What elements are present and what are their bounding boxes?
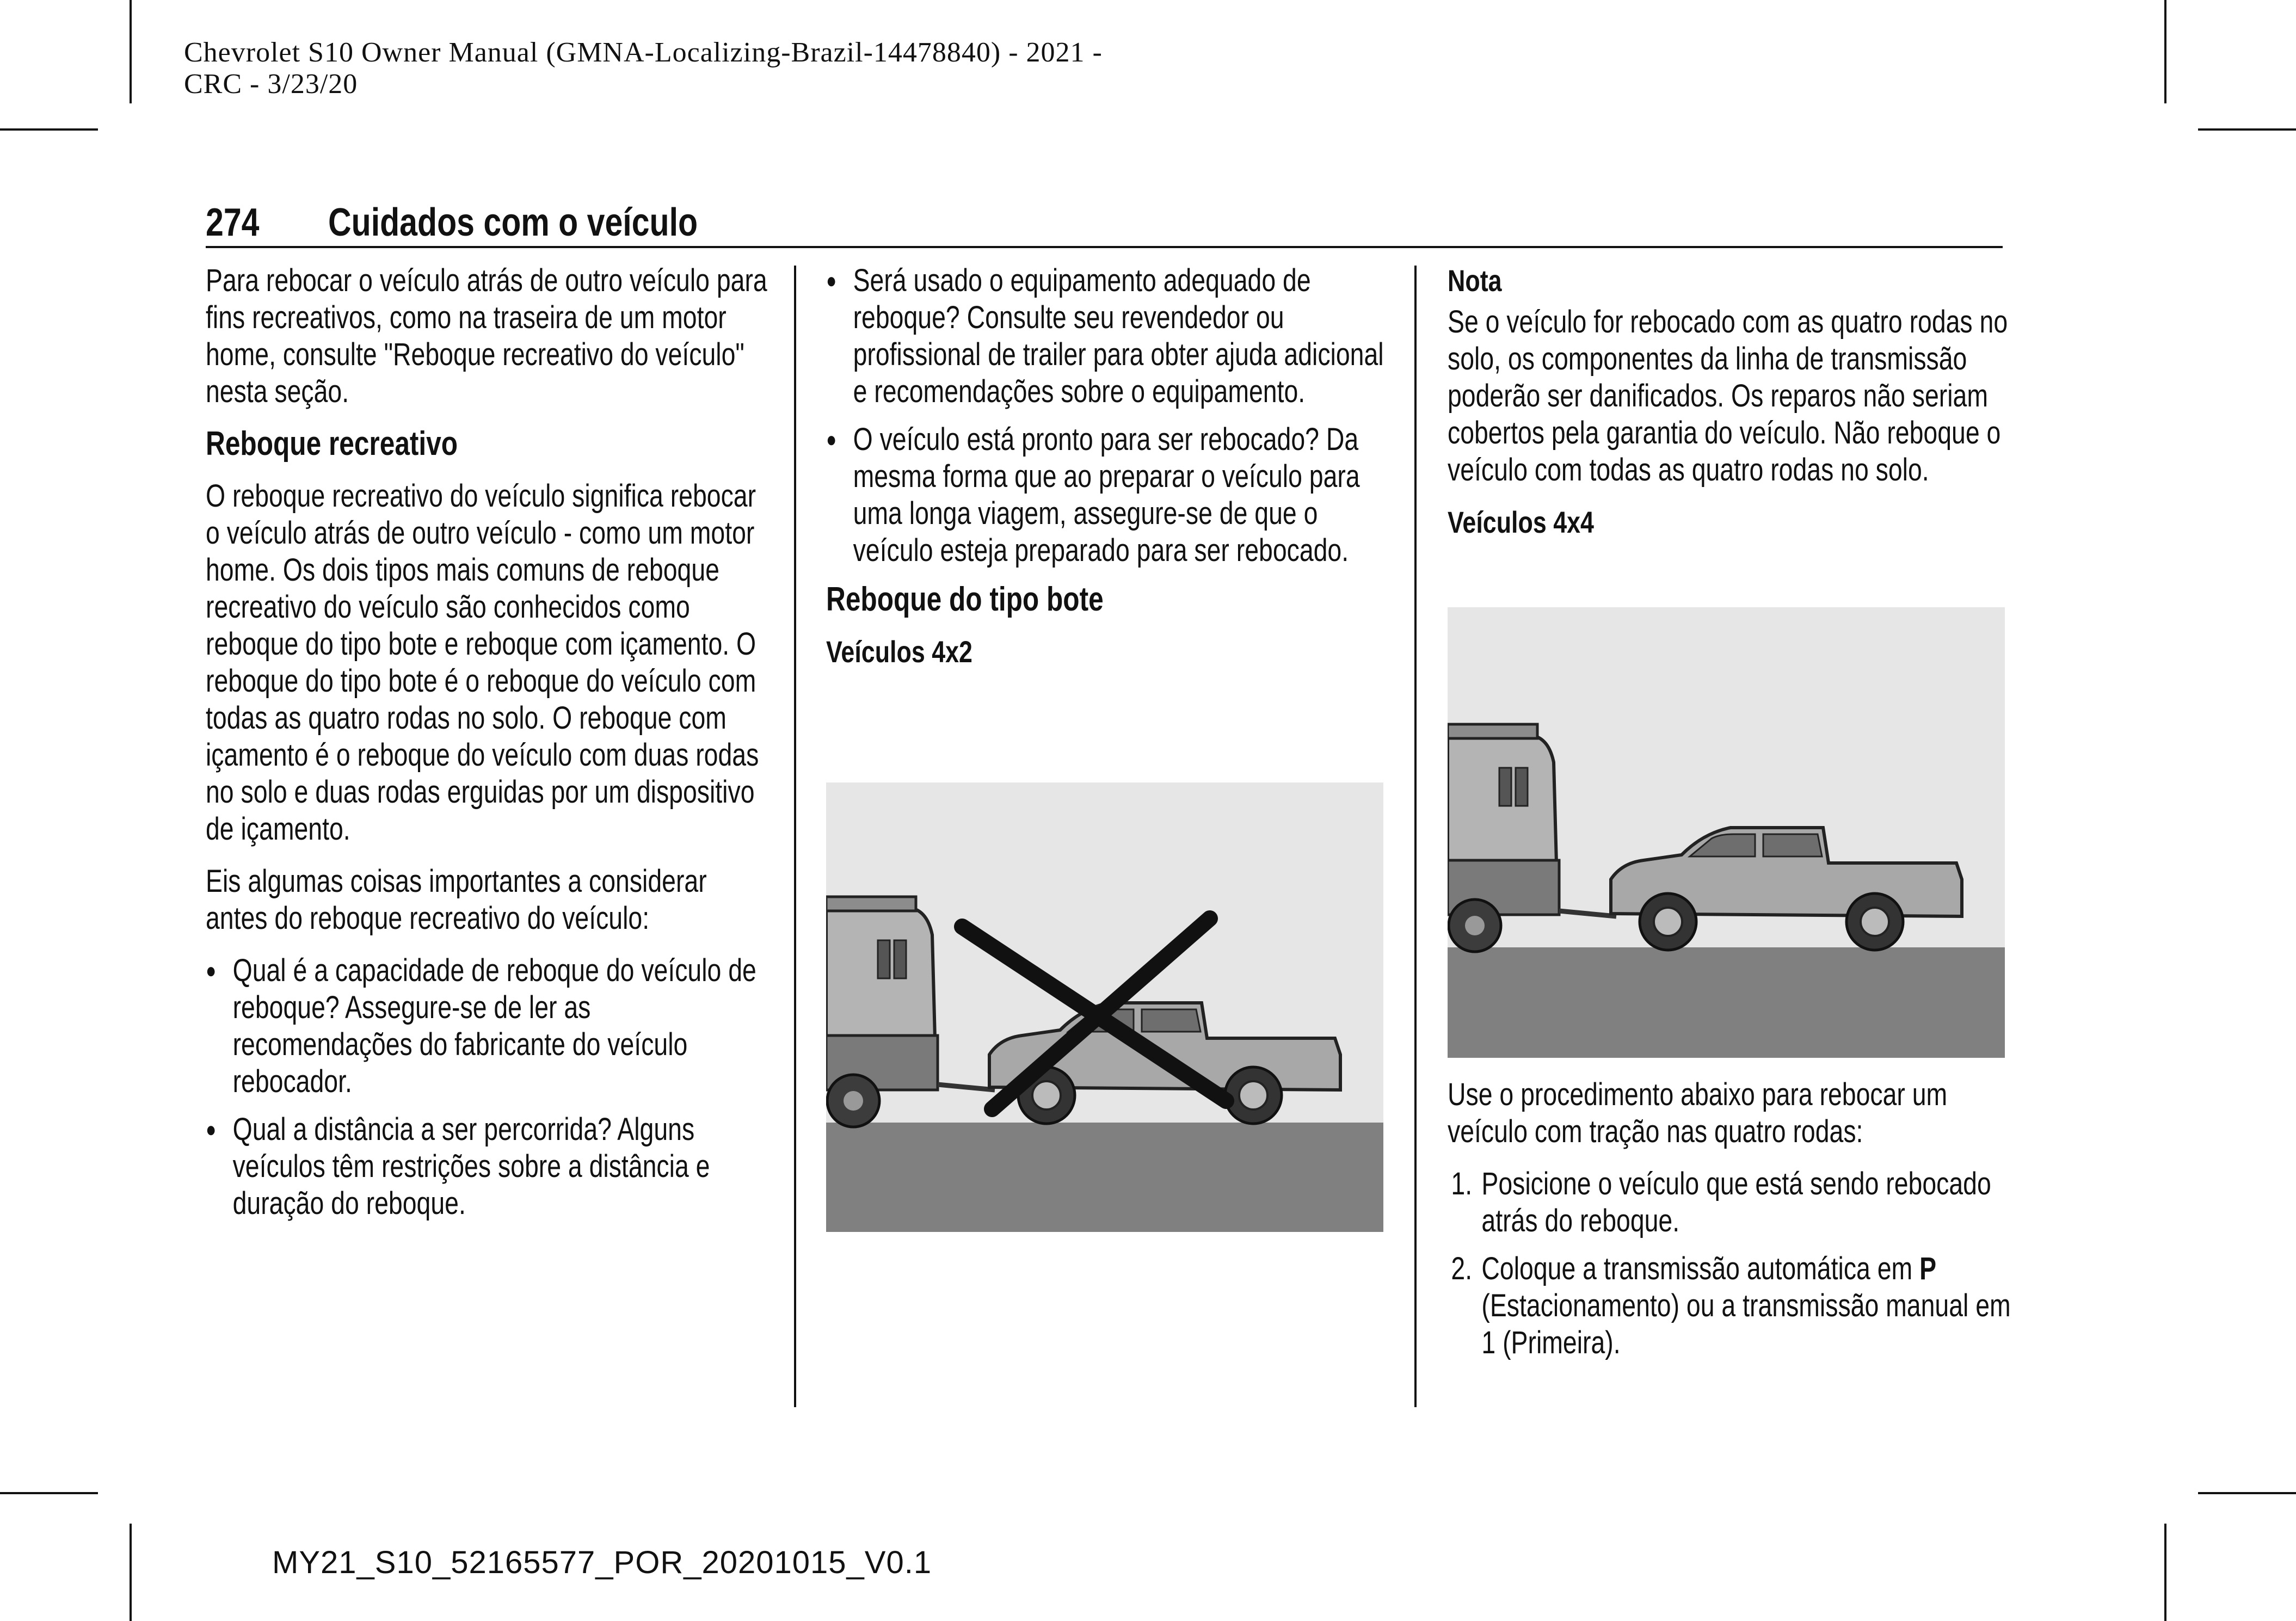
- towing-4x2-drawing: [826, 782, 1383, 1232]
- step-text: (Estacionamento) ou a transmissão manual em 1 (Primeira).: [1481, 1288, 2011, 1360]
- step-number: 2.: [1451, 1251, 1473, 1286]
- crop-mark: [130, 0, 132, 103]
- bullet-list: [206, 952, 772, 1222]
- page-title-row: [206, 196, 2003, 248]
- ground: [826, 1123, 1383, 1232]
- crop-mark: [2198, 1492, 2296, 1494]
- subheading: Veículos 4x4: [1448, 505, 1594, 539]
- paragraph: Use o procedimento abaixo para rebocar um veículo com tração nas quatro rodas:: [1448, 1077, 1948, 1149]
- pickup-truck: [1611, 828, 1962, 950]
- document-header: [184, 37, 1218, 100]
- crop-mark: [130, 1524, 132, 1621]
- towing-4x2-illustration: [826, 782, 1383, 1232]
- column-3-lower: [1448, 1076, 2014, 1372]
- footer-code: MY21_S10_52165577_POR_20201015_V0.1: [272, 1545, 932, 1580]
- column-3: [1448, 262, 2014, 553]
- subheading: Veículos 4x2: [826, 634, 972, 669]
- crop-mark: [2164, 0, 2166, 103]
- bullet-list: [826, 262, 1392, 569]
- column-1: [206, 262, 772, 1233]
- crop-mark: [0, 128, 98, 131]
- step-text: Posicione o veículo que está sendo rebocado atrás do reboque.: [1481, 1166, 1991, 1238]
- intro-paragraph: Para rebocar o veículo atrás de outro veículo para fins recreativos, como na traseira de um motor home, consulte "Reboque recreativo do veículo" nesta seção.: [206, 263, 767, 409]
- list-item: ● O veículo está pronto para ser rebocado? Da mesma forma que ao preparar o veículo para uma longa viagem, assegure-se de que o veículo esteja preparado para ser rebocado.: [826, 421, 1392, 569]
- motorhome: [1448, 724, 1559, 952]
- page-title: Cuidados com o veículo: [328, 201, 698, 244]
- note-label: Nota: [1448, 263, 1502, 298]
- crop-mark: [2198, 128, 2296, 131]
- tow-bar: [1559, 911, 1616, 916]
- paragraph: O reboque recreativo do veículo significa rebocar o veículo atrás de outro veículo - como um motor home. Os dois tipos mais comuns de reboque recreativo do veículo são conhecidos como reboque do tipo bote e reboque com içamento. O reboque do tipo bote é o reboque do veículo com todas as quatro rodas no solo. O reboque com içamento é o reboque do veículo com duas rodas no solo e duas rodas erguidas por um dispositivo de içamento.: [206, 478, 759, 847]
- step-text-bold: P: [1919, 1251, 1937, 1286]
- towing-4x4-illustration: [1448, 607, 2005, 1058]
- column-divider: [1414, 266, 1417, 1407]
- ground: [1448, 947, 2005, 1058]
- header-line-1: Chevrolet S10 Owner Manual (GMNA-Localizing-Brazil-14478840) - 2021 -: [184, 37, 1103, 68]
- page-number: 274: [206, 201, 260, 244]
- step-text: Coloque a transmissão automática em: [1481, 1251, 1920, 1286]
- tow-bar: [938, 1084, 995, 1090]
- list-item: [1448, 1166, 2014, 1240]
- header-line-2: CRC - 3/23/20: [184, 69, 358, 100]
- crop-mark: [2164, 1524, 2166, 1621]
- section-heading: Reboque do tipo bote: [826, 581, 1104, 618]
- list-item: ● Qual é a capacidade de reboque do veículo de reboque? Assegure-se de ler as recomendações do fabricante do veículo rebocador.: [206, 952, 772, 1100]
- column-divider: [794, 266, 796, 1407]
- numbered-list: [1448, 1166, 2014, 1361]
- list-item: ● Qual a distância a ser percorrida? Alguns veículos têm restrições sobre a distância e duração do reboque.: [206, 1111, 772, 1222]
- motorhome: [826, 897, 938, 1127]
- column-2: [826, 262, 1392, 682]
- note-text: Se o veículo for rebocado com as quatro rodas no solo, os componentes da linha de transmissão poderão ser danificados. Os reparos não seriam cobertos pela garantia do veículo. Não reboque o veículo com todas as quatro rodas no solo.: [1448, 304, 2008, 488]
- paragraph: Eis algumas coisas importantes a considerar antes do reboque recreativo do veículo:: [206, 864, 707, 936]
- list-item: [1448, 1250, 2014, 1361]
- list-item: ● Será usado o equipamento adequado de reboque? Consulte seu revendedor ou profissional de trailer para obter ajuda adicional e recomendações sobre o equipamento.: [826, 262, 1392, 410]
- step-number: 1.: [1451, 1166, 1473, 1201]
- section-heading: Reboque recreativo: [206, 425, 458, 463]
- crop-mark: [0, 1492, 98, 1494]
- towing-4x4-drawing: [1448, 607, 2005, 1058]
